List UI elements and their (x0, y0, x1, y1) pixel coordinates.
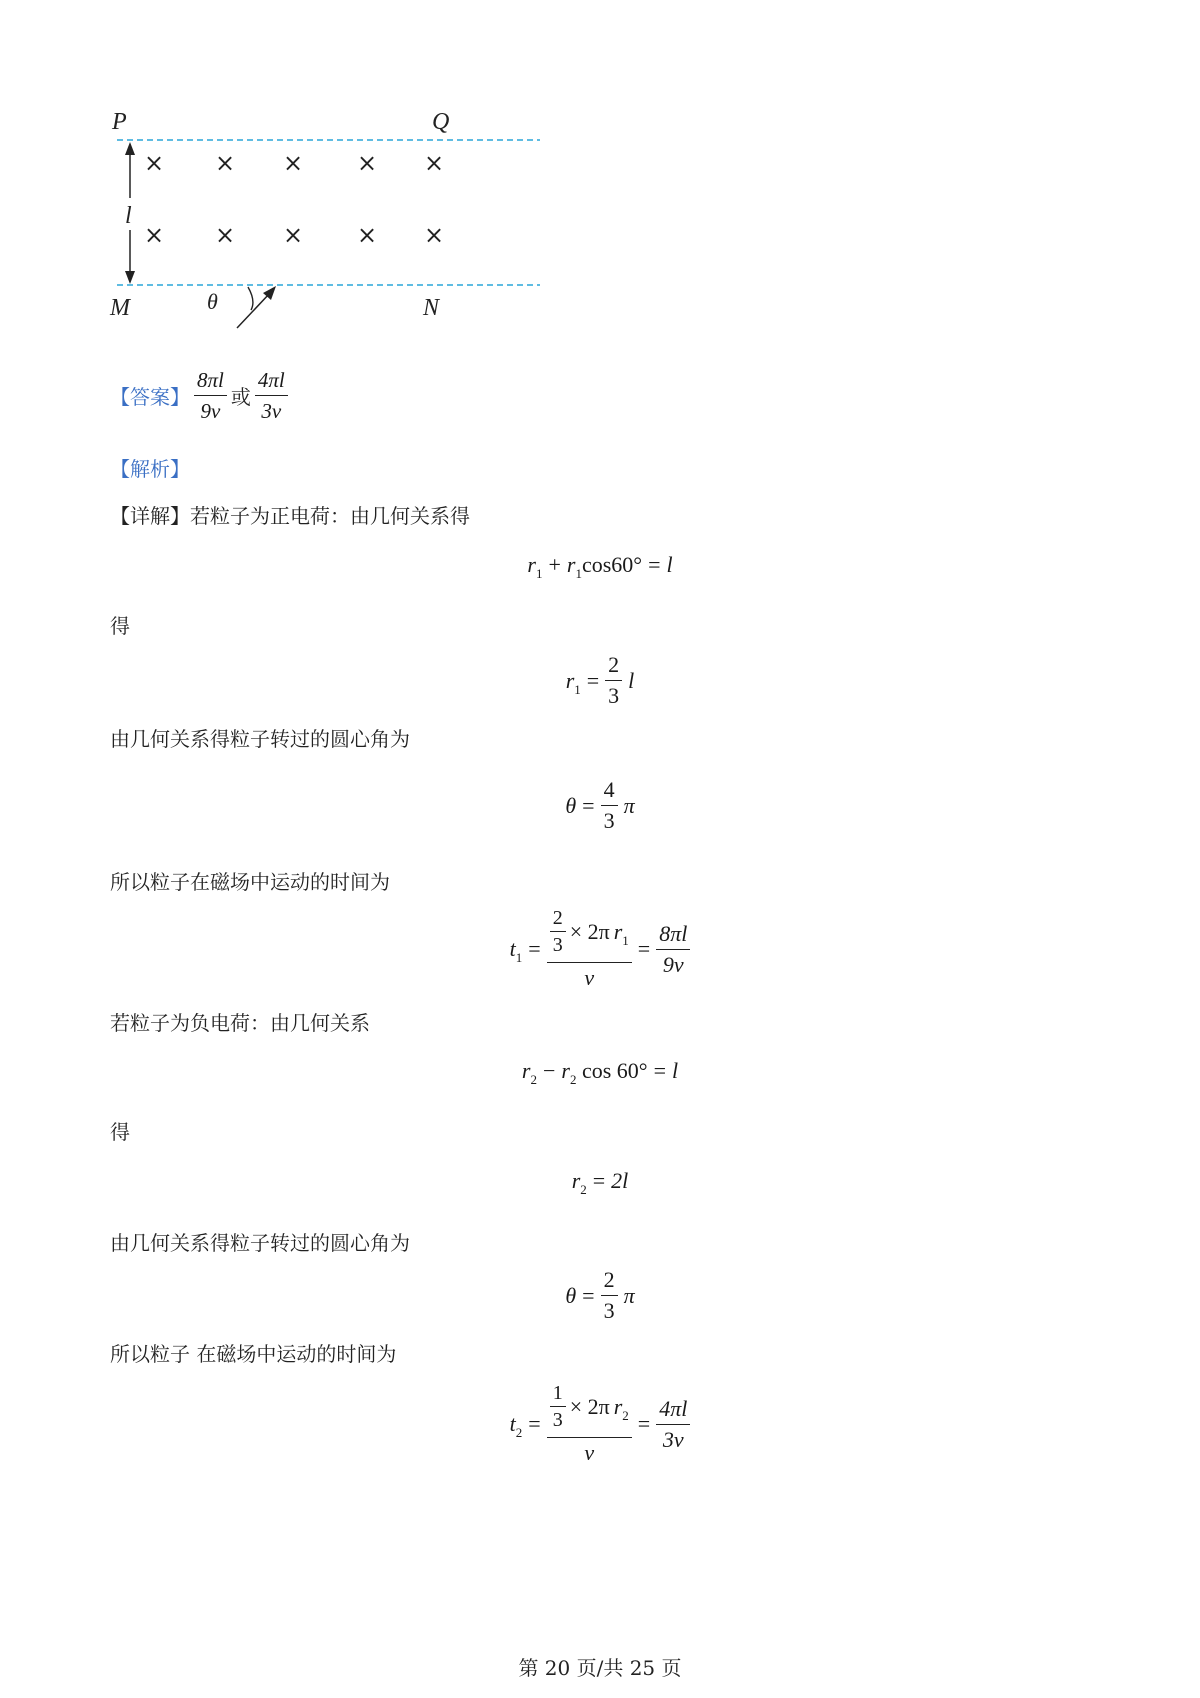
field-mark: × (357, 149, 378, 177)
field-mark: × (283, 221, 304, 249)
field-mark: × (283, 149, 304, 177)
equation-1: $r_1$ + $r_1\cos 60^\circ$ = l (527, 552, 673, 581)
analysis-tag: 【解析】 (110, 457, 190, 481)
magnetic-field-figure (100, 95, 560, 330)
text-de-2: 得 (110, 1120, 130, 1144)
label-theta: θ (207, 289, 218, 314)
field-mark: × (144, 221, 165, 249)
answer-fraction-1: $\frac{8\pi l}{9v}$ (194, 365, 227, 426)
detail-text: 若粒子为正电荷：由几何关系得 (190, 504, 470, 528)
answer-fraction-2: $\frac{4\pi l}{3v}$ (255, 365, 288, 426)
label-p: P (112, 109, 127, 135)
equation-6: $r_2$ = 2l (571, 1168, 629, 1197)
equation-5: $r_2$ − $r_2$ cos 60° = l (521, 1058, 679, 1087)
label-l: l (125, 203, 132, 229)
text-geom-2: 由几何关系得粒子转过的圆心角为 (110, 1231, 410, 1255)
text-de-1: 得 (110, 614, 130, 638)
page-number: 第 20 页/共 25 页 (518, 1656, 682, 1680)
detail-tag: 【详解】 (110, 504, 190, 528)
answer-or: 或 (230, 385, 251, 409)
answer-line (110, 365, 288, 426)
field-mark: × (424, 221, 445, 249)
equation-4: $t_1$ = $\frac{2}{3}$ × 2π $r_1$ v = $\frac{8\pi l}{9v}$ (0, 905, 1200, 993)
equation-7: θ = $\frac{2}{3}$ π (565, 1267, 635, 1323)
field-mark: × (357, 221, 378, 249)
field-mark: × (215, 149, 236, 177)
text-time-2: 所以粒子 在磁场中运动的时间为 (110, 1342, 397, 1366)
text-negative-charge: 若粒子为负电荷：由几何关系 (110, 1011, 370, 1035)
field-mark: × (144, 149, 165, 177)
equation-8: $t_2$ = $\frac{1}{3}$ × 2π $r_2$ v = $\frac{4\pi l}{3v}$ (0, 1380, 1200, 1468)
text-time-1: 所以粒子在磁场中运动的时间为 (110, 870, 390, 894)
arrowhead-up-icon (125, 142, 135, 155)
text-geom-1: 由几何关系得粒子转过的圆心角为 (110, 727, 410, 751)
field-mark: × (215, 221, 236, 249)
label-q: Q (432, 109, 450, 135)
answer-tag: 【答案】 (110, 385, 190, 409)
label-n: N (423, 295, 440, 321)
field-mark: × (424, 149, 445, 177)
particle-velocity-arrow (237, 293, 270, 328)
arrowhead-down-icon (125, 271, 135, 284)
equation-3: θ = $\frac{4}{3}$ π (565, 777, 635, 833)
label-m: M (110, 295, 130, 321)
detail-line (110, 500, 470, 529)
angle-arc (248, 287, 253, 310)
equation-2: $r_1$ = $\frac{2}{3}$ l (565, 652, 635, 708)
